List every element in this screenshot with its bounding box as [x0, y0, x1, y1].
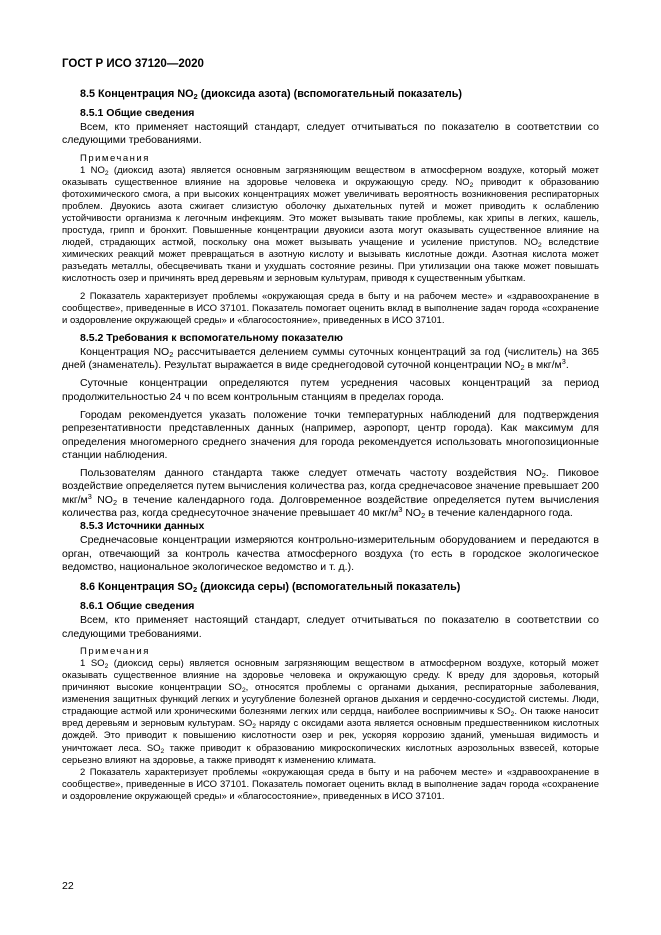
section-8-6-1-title: 8.6.1 Общие сведения	[80, 600, 195, 613]
note: 1 $SO_2$ (диоксид серы) является основным загрязняющим веществом в атмосферном воздухе, который может оказывать существенное влияние на здоровье человека и окружающую среду. К вреду для здоровья, который причиняют высокие концентрации $SO_2$, относятся проблемы с органами дыхания, респираторные заболевания, изменения защитных функций легких и усугубление болезней органов дыхания и сердечно-сосудистой системы. Люди, страдающие астмой или хроническими болезнями легких или сердца, наиболее восприимчивы к $SO_2$. Он также наносит вред деревьям и зерновым культурам. $SO_2$ наряду с оксидами азота является основным предшественником кислотных дождей. Это приводит к повышению кислотности озер и рек, ускоряя коррозию зданий, уменьшая видимость и уничтожает леса. $SO_2$ также приводит к образованию микроскопических кислотных аэрозольных взвесей, которые серьезно влияют на здоровье, а также приводят к изменению климата.	[62, 657, 599, 766]
section-8-6-title: 8.6 Концентрация $SO_2$ (диоксида серы) (вспомогательный показатель)	[80, 581, 461, 595]
section-8-5-title: 8.5 Концентрация $NO_2$ (диоксида азота) (вспомогательный показатель)	[80, 88, 462, 101]
note: 2 Показатель характеризует проблемы «окружающая среда в быту и на рабочем месте» и «здравоохранение в сообществе», приведенные в ИСО 37101. Показатель помогает оценить вклад в выполнение задач города «сохранение и оздоровление окружающей среды» и «благосостояние», приведенных в ИСО 37101.	[62, 766, 599, 802]
paragraph: Всем, кто применяет настоящий стандарт, следует отчитываться по показателю в соответствии со следующими требованиями.	[62, 614, 599, 640]
paragraph: Пользователям данного стандарта также следует отмечать частоту воздействия $NO_2$. Пиковое воздействие определяется путем вычисления количества раз, когда среднечасовое значение превышает 200 мкг/$м^3$ $NO_2$ в течение календарного года. Долговременное воздействие определяется путем вычисления количества раз, когда среднесуточное значение превышает 40 мкг/$м^3$ $NO_2$ в течение календарного года.	[62, 467, 600, 521]
section-8-5-1-title: 8.5.1 Общие сведения	[80, 107, 195, 119]
document-body	[62, 88, 599, 803]
section-8-5-2-title: 8.5.2 Требования к вспомогательному показателю	[80, 331, 344, 344]
paragraph: Концентрация $NO_2$ рассчитывается делением суммы суточных концентраций за год (числитель) на 365 дней (знаменатель). Результат выражается в виде среднегодовой суточной концентрации $NO_2$ в мкг/$м^3$.	[62, 345, 599, 373]
paragraph: Всем, кто применяет настоящий стандарт, следует отчитываться по показателю в соответствии со следующими требованиями.	[62, 121, 599, 147]
notes-label: Примечания	[80, 645, 150, 657]
note: 1 $NO_2$ (диоксид азота) является основным загрязняющим веществом в атмосферном воздухе, который может оказывать существенное влияние на здоровье человека и окружающую среду. $NO_2$ приводит к образованию фотохимического смога, а при высоких концентрациях может увеличивать вероятность возникновения респираторных проблем. Двуокись азота сжигает слизистую оболочку дыхательных путей и может приводить к ослаблению устойчивости организма к легочным инфекциям. Это может вызывать такие проблемы, как хрипы в легких, кашель, простуда, грипп и бронхит. Повышенные концентрации двуокиси азота могут оказывать существенное влияние на людей, страдающих астмой, поскольку она может вызывать учащение и усиление приступов. $NO_2$ вследствие химических реакций может превращаться в азотную кислоту и вызывать кислотные дожди. Азотная кислота может разъедать металлы, обесцвечивать ткани и ухудшать состояние резины. При утилизации она также может повышать кислотность озер и причинять вред деревьям и зерновым культурам, приводя к существенным убыткам.	[62, 164, 599, 285]
notes-label: Примечания	[80, 152, 150, 164]
document-header: ГОСТ Р ИСО 37120—2020	[62, 58, 204, 70]
paragraph: Городам рекомендуется указать положение точки температурных наблюдений для подтверждения репрезентативности представленных данных (например, аэропорт, центр города). Как максимум для определения многомерного среднего значения для города рекомендуется использовать многопозиционные станции наблюдения.	[62, 409, 599, 461]
paragraph: Среднечасовые концентрации измеряются контрольно-измерительным оборудованием и передаются в орган, отвечающий за контроль качества атмосферного воздуха (то есть в городское экологическое ведомство, национальное экологическое ведомство и т. д.).	[62, 534, 599, 573]
note: 2 Показатель характеризует проблемы «окружающая среда в быту и на рабочем месте» и «здравоохранение в сообществе», приведенные в ИСО 37101. Показатель помогает оценить вклад в выполнение задач города «сохранение и оздоровление окружающей среды» и «благосостояние», приведенных в ИСО 37101.	[62, 290, 599, 326]
section-8-5-3-title: 8.5.3 Источники данных	[80, 520, 205, 533]
paragraph: Суточные концентрации определяются путем усреднения часовых концентраций за период продолжительностью 24 ч по всем контрольным станциям в пределах города.	[62, 377, 599, 403]
page-number: 22	[62, 880, 74, 892]
